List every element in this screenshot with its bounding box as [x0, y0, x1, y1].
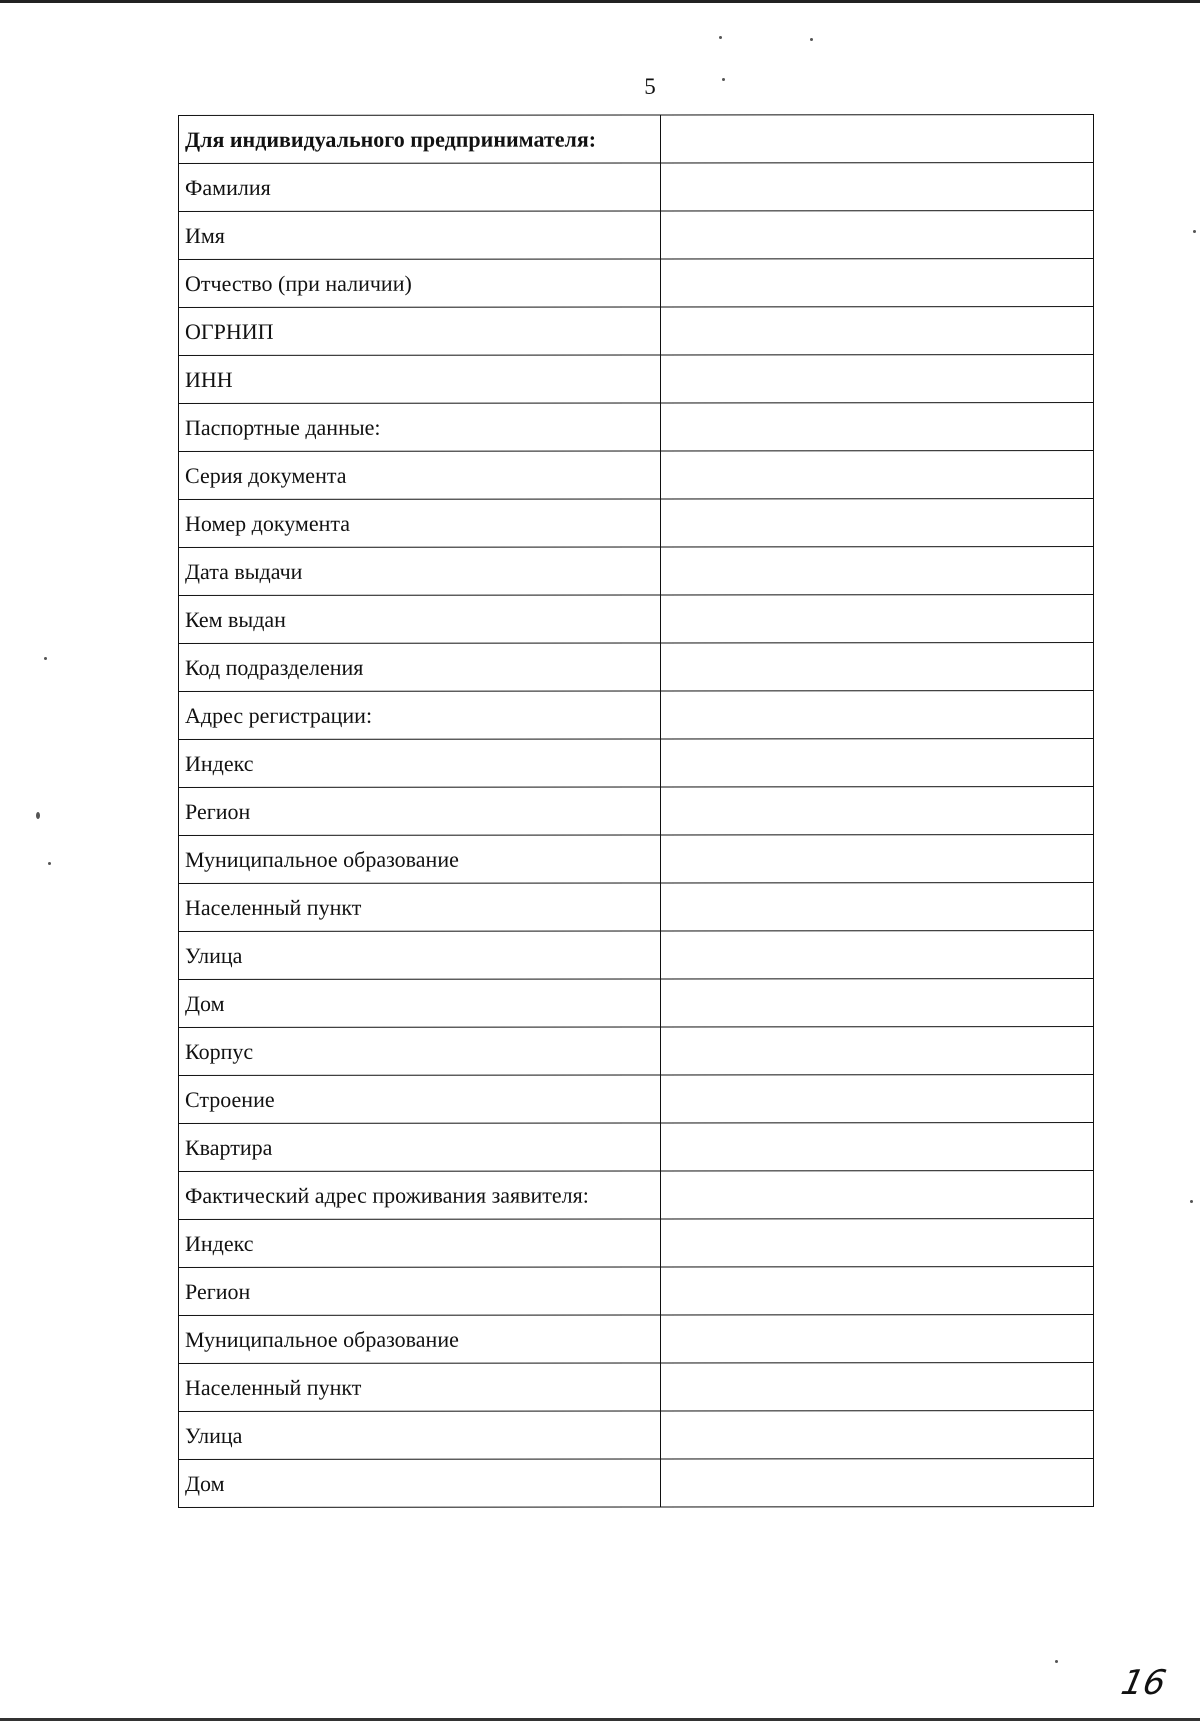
field-label: Кем выдан [179, 595, 661, 644]
field-value-cell [660, 739, 1093, 787]
field-value-cell [660, 1123, 1093, 1171]
form-row [179, 1027, 1094, 1076]
field-value-cell [660, 259, 1093, 307]
scan-speck [722, 78, 725, 81]
field-value-cell [660, 1459, 1093, 1507]
form-row [179, 595, 1094, 644]
field-label: Номер документа [179, 499, 661, 548]
field-value-cell [660, 499, 1093, 547]
form-row [179, 1267, 1094, 1316]
field-label: Регион [179, 1267, 661, 1316]
form-row [179, 547, 1094, 596]
field-label: Дом [179, 979, 661, 1028]
form-row [179, 211, 1094, 260]
field-label: Адрес регистрации: [179, 691, 661, 740]
form-row [179, 979, 1094, 1028]
field-label: Для индивидуального предпринимателя: [179, 115, 661, 164]
field-value-cell [660, 307, 1093, 355]
field-value-cell [660, 1075, 1093, 1123]
scan-speck [36, 812, 40, 819]
form-row [179, 1459, 1094, 1508]
form-row [179, 1411, 1094, 1460]
form-row [179, 307, 1094, 356]
handwritten-sheet-number: 16 [1117, 1663, 1170, 1703]
field-value-cell [660, 163, 1093, 211]
field-label: Индекс [179, 1219, 661, 1268]
field-value-cell [660, 1171, 1093, 1219]
scan-speck [1055, 1660, 1058, 1663]
scan-speck [719, 36, 722, 39]
field-value-cell [660, 1219, 1093, 1267]
field-label: Фамилия [179, 163, 661, 212]
field-label: Строение [179, 1075, 661, 1124]
field-value-cell [660, 1411, 1093, 1459]
field-value-cell [660, 211, 1093, 259]
field-label: ИНН [179, 355, 661, 404]
field-value-cell [660, 835, 1093, 883]
form-row [179, 787, 1094, 836]
form-row [179, 1075, 1094, 1124]
field-label: ОГРНИП [179, 307, 661, 356]
field-label: Паспортные данные: [179, 403, 661, 452]
scan-speck [44, 657, 47, 660]
field-label: Код подразделения [179, 643, 661, 692]
form-row [179, 499, 1094, 548]
field-label: Дом [179, 1459, 661, 1508]
scan-speck [1193, 230, 1196, 233]
field-label: Имя [179, 211, 661, 260]
form-row [179, 1315, 1094, 1364]
field-label: Индекс [179, 739, 661, 788]
entrepreneur-data-form-table [178, 114, 1094, 1508]
field-value-cell [660, 979, 1093, 1027]
field-value-cell [660, 643, 1093, 691]
field-value-cell [660, 1267, 1093, 1315]
field-label: Регион [179, 787, 661, 836]
form-row [179, 1171, 1094, 1220]
field-value-cell [660, 451, 1093, 499]
scan-speck [48, 862, 51, 865]
field-label: Улица [179, 931, 661, 980]
form-row [179, 1219, 1094, 1268]
form-row [179, 883, 1094, 932]
field-value-cell [660, 1027, 1093, 1075]
field-label: Отчество (при наличии) [179, 259, 661, 308]
field-value-cell [660, 883, 1093, 931]
field-label: Фактический адрес проживания заявителя: [179, 1171, 661, 1220]
field-label: Населенный пункт [179, 883, 661, 932]
field-value-cell [660, 403, 1093, 451]
field-label: Улица [179, 1411, 661, 1460]
field-label: Муниципальное образование [179, 835, 661, 884]
page-number: 5 [644, 74, 656, 99]
form-row [179, 115, 1094, 164]
form-row [179, 643, 1094, 692]
field-label: Квартира [179, 1123, 661, 1172]
form-row [179, 691, 1094, 740]
field-value-cell [660, 595, 1093, 643]
form-row [179, 355, 1094, 404]
field-value-cell [660, 355, 1093, 403]
form-row [179, 739, 1094, 788]
form-row [179, 259, 1094, 308]
scan-speck [1190, 1200, 1193, 1203]
field-value-cell [660, 691, 1093, 739]
field-value-cell [660, 787, 1093, 835]
field-value-cell [660, 547, 1093, 595]
form-row [179, 451, 1094, 500]
field-value-cell [660, 931, 1093, 979]
field-label: Дата выдачи [179, 547, 661, 596]
field-label: Корпус [179, 1027, 661, 1076]
form-row [179, 931, 1094, 980]
field-value-cell [660, 1315, 1093, 1363]
scan-top-edge [0, 0, 1200, 3]
form-table-body [179, 115, 1094, 1508]
field-value-cell [660, 1363, 1093, 1411]
form-row [179, 403, 1094, 452]
form-row [179, 1363, 1094, 1412]
form-row [179, 835, 1094, 884]
field-label: Муниципальное образование [179, 1315, 661, 1364]
form-row [179, 1123, 1094, 1172]
field-label: Населенный пункт [179, 1363, 661, 1412]
field-value-cell [660, 115, 1093, 163]
form-row [179, 163, 1094, 212]
field-label: Серия документа [179, 451, 661, 500]
scan-speck [810, 38, 813, 41]
